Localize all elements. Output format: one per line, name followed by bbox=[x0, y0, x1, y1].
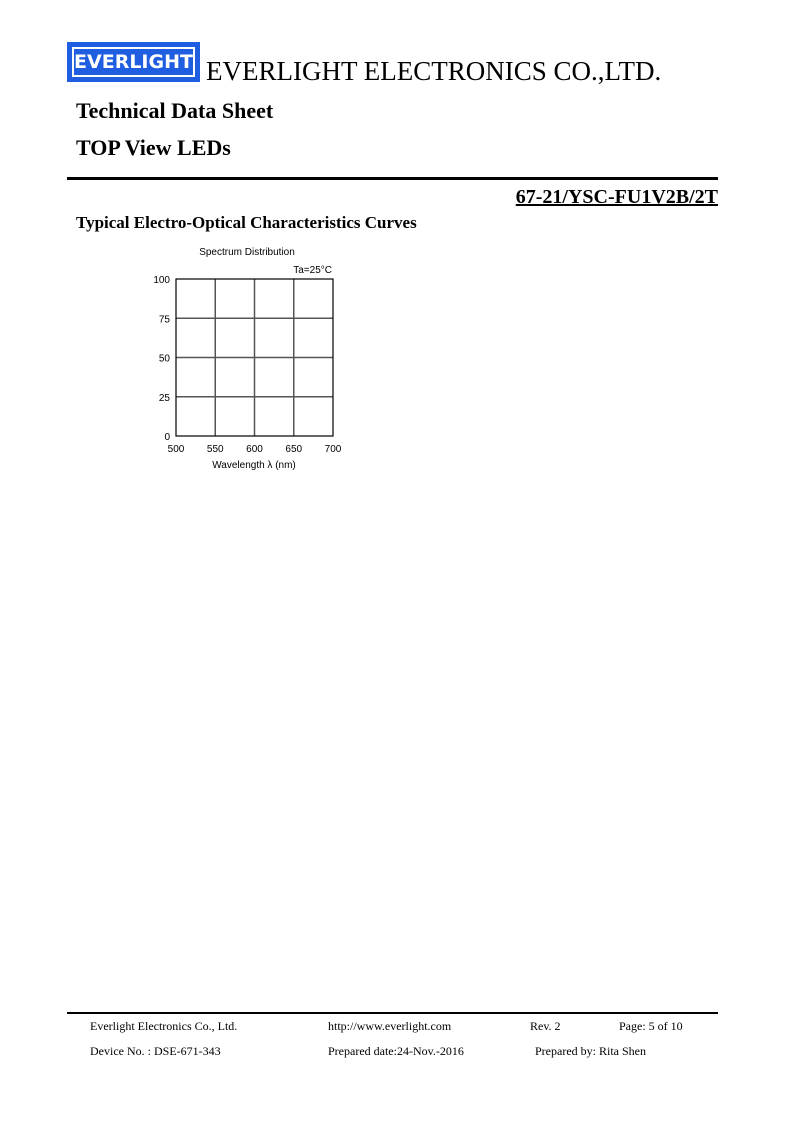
chart-spectrum bbox=[153, 247, 341, 471]
logo-text: EVERLIGHT bbox=[72, 47, 195, 77]
y-tick-label: 50 bbox=[158, 353, 170, 365]
x-tick-label: 650 bbox=[285, 444, 303, 455]
y-tick-label: 25 bbox=[158, 392, 170, 404]
footer-revision: Rev. 2 bbox=[530, 1019, 561, 1033]
y-tick-label: 100 bbox=[153, 275, 170, 286]
footer-prepared-by: Prepared by: Rita Shen bbox=[535, 1044, 646, 1058]
x-tick-label: 700 bbox=[324, 444, 342, 455]
footer-page: Page: 5 of 10 bbox=[619, 1019, 683, 1033]
footer-prepared-date: Prepared date:24-Nov.-2016 bbox=[328, 1044, 464, 1058]
y-tick-label: 0 bbox=[164, 432, 170, 443]
footer-url[interactable]: http://www.everlight.com bbox=[328, 1019, 452, 1033]
footer-company: Everlight Electronics Co., Ltd. bbox=[90, 1019, 238, 1033]
y-tick-label: 75 bbox=[158, 314, 170, 326]
section-title: Typical Electro-Optical Characteristics Curves bbox=[76, 213, 417, 232]
document-subtitle: TOP View LEDs bbox=[76, 135, 231, 160]
footer-divider bbox=[67, 1012, 718, 1014]
footer-device-no: Device No. : DSE-671-343 bbox=[90, 1044, 221, 1058]
company-name: EVERLIGHT ELECTRONICS CO.,LTD. bbox=[206, 56, 662, 86]
x-tick-label: 550 bbox=[206, 444, 224, 455]
part-number: 67-21/YSC-FU1V2B/2T bbox=[515, 186, 718, 208]
x-tick-label: 600 bbox=[246, 444, 263, 455]
document-title: Technical Data Sheet bbox=[76, 98, 274, 123]
x-tick-label: 500 bbox=[167, 444, 185, 455]
chart-title: Spectrum Distribution bbox=[199, 247, 295, 258]
x-axis-label: Wavelength λ (nm) bbox=[212, 460, 296, 471]
chart-annotation: Ta=25°C bbox=[293, 265, 332, 276]
